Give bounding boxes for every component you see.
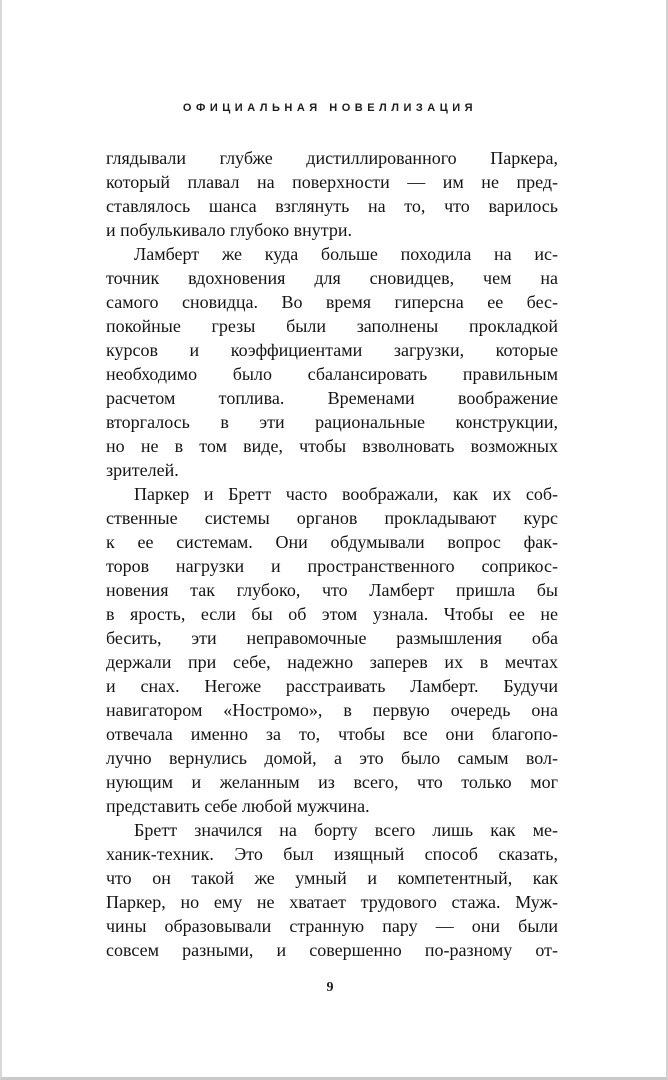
text-line: в ярость, если бы об этом узнала. Чтобы ее не xyxy=(106,604,558,624)
text-line: совсем разными, и совершенно по-разному от- xyxy=(106,940,558,960)
text-line: лучно вернулись домой, а это было самым вол- xyxy=(106,748,558,768)
text-line: представить себе любой мужчина. xyxy=(106,796,370,816)
paragraph xyxy=(106,818,558,962)
text-line: зрителей. xyxy=(106,460,179,480)
text-line: новения так глубоко, что Ламберт пришла бы xyxy=(106,580,558,600)
text-line: который плавал на поверхности — им не пред- xyxy=(106,172,558,192)
text-line: самого сновидца. Во время гиперсна ее бес- xyxy=(106,292,558,312)
text-line: бесить, эти неправомочные размышления оба xyxy=(106,628,558,648)
text-line: и снах. Негоже расстраивать Ламберт. Будучи xyxy=(106,676,558,696)
text-line: ханик-техник. Это был изящный способ сказать, xyxy=(106,844,558,864)
text-line: торов нагрузки и пространственного соприкос- xyxy=(106,556,558,576)
text-line: расчетом топлива. Временами воображение xyxy=(106,388,558,408)
text-line: покойные грезы были заполнены прокладкой xyxy=(106,316,558,336)
text-line: Ламберт же куда больше походила на ис- xyxy=(134,244,558,264)
text-line: необходимо было сбалансировать правильным xyxy=(106,364,558,384)
page-body xyxy=(106,146,558,962)
text-line: и побулькивало глубоко внутри. xyxy=(106,220,352,240)
text-line: что он такой же умный и компетентный, как xyxy=(106,868,558,888)
text-line: курсов и коэффициентами загрузки, которые xyxy=(106,340,558,360)
text-line: глядывали глубже дистиллированного Паркера, xyxy=(106,148,558,168)
text-line: Паркер, но ему не хватает трудового стажа. Муж- xyxy=(106,892,558,912)
running-header: ОФИЦИАЛЬНАЯ НОВЕЛЛИЗАЦИЯ xyxy=(182,102,478,114)
paragraph xyxy=(106,482,558,818)
text-line: навигатором «Ностромо», в первую очередь она xyxy=(106,700,558,720)
text-line: чины образовывали странную пару — они были xyxy=(106,916,558,936)
text-line: но не в том виде, чтобы взволновать возможных xyxy=(106,436,558,456)
text-line: Бретт значился на борту всего лишь как ме- xyxy=(134,820,558,840)
text-line: нующим и желанным из всего, что только мог xyxy=(106,772,558,792)
page-number: 9 xyxy=(326,980,334,995)
paragraph xyxy=(106,242,558,482)
text-line: вторгалось в эти рациональные конструкции, xyxy=(106,412,558,432)
text-line: отвечала именно за то, чтобы все они благопо- xyxy=(106,724,558,744)
text-line: к ее системам. Они обдумывали вопрос фак- xyxy=(106,532,558,552)
text-line: точник вдохновения для сновидцев, чем на xyxy=(106,268,558,288)
text-line: держали при себе, надежно заперев их в мечтах xyxy=(106,652,558,672)
paragraph xyxy=(106,146,558,242)
text-line: Паркер и Бретт часто воображали, как их соб- xyxy=(134,484,558,504)
text-line: ственные системы органов прокладывают курс xyxy=(106,508,558,528)
text-line: ставлялось шанса взглянуть на то, что варилось xyxy=(106,196,558,216)
